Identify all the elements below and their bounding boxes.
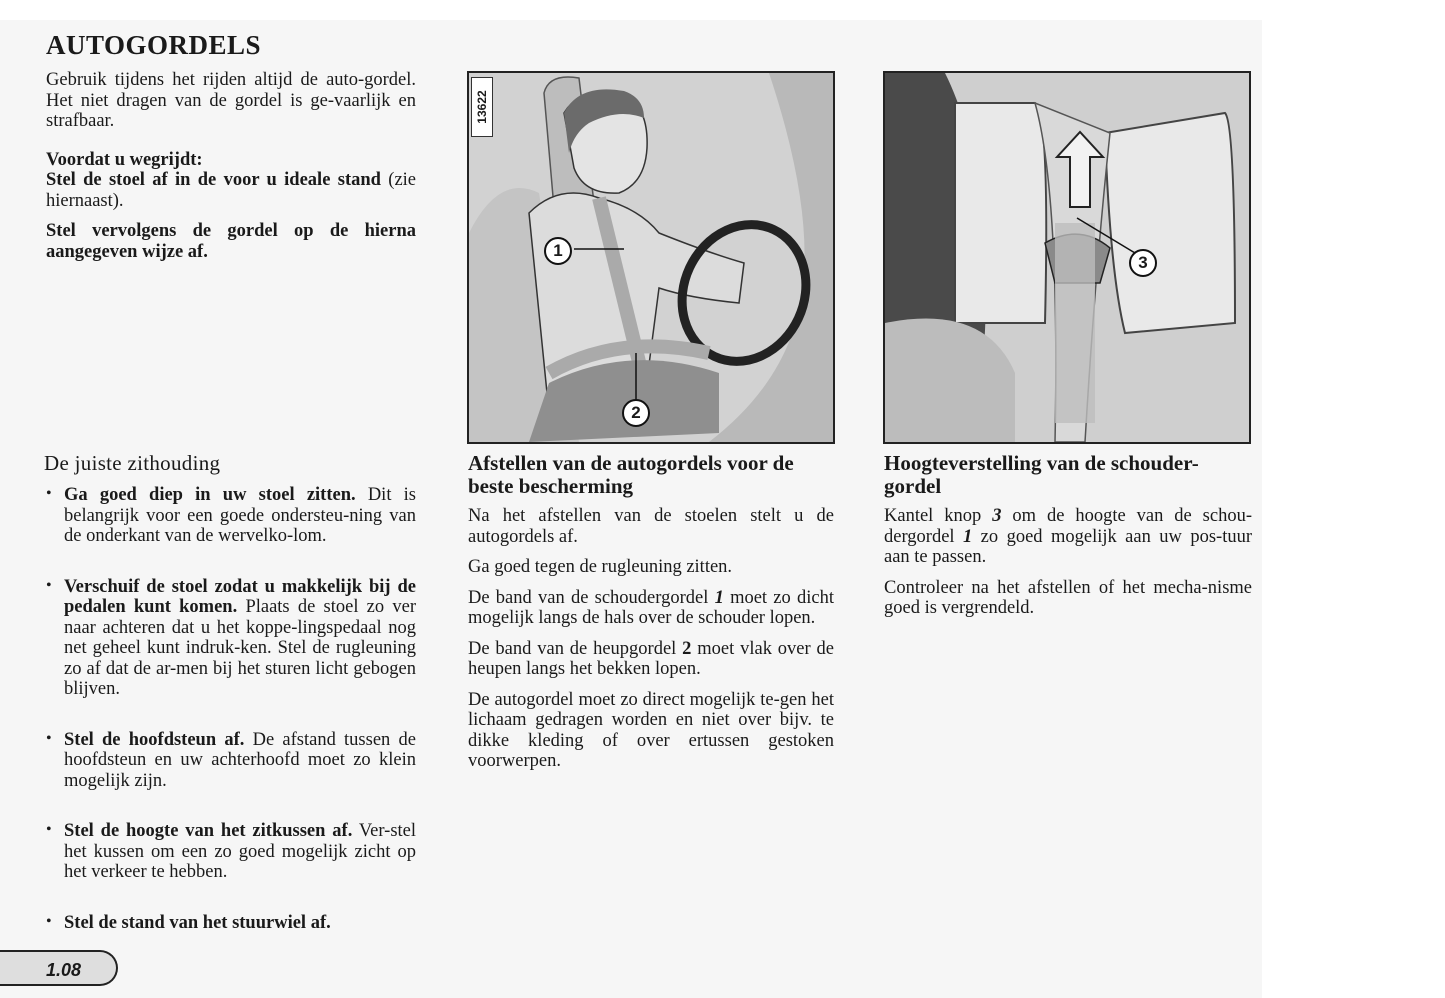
posture-item <box>46 730 416 792</box>
posture-item <box>46 485 416 547</box>
adjust-p2: Ga goed tegen de rugleuning zitten. <box>468 557 733 577</box>
figure-code-text: 13622 <box>475 90 489 124</box>
posture-item-bold: Stel de hoogte van het zitkussen af. <box>64 821 353 841</box>
adjust-p3-end: moet zo dicht mogelijk langs de hals over de schouder lopen. <box>468 587 834 628</box>
intro-text: Gebruik tijdens het rijden altijd de auto-gordel. Het niet dragen van de gordel is ge-vaarlijk en strafbaar. <box>46 70 416 131</box>
adjust-p4-end: moet vlak over de heupen langs het bekken lopen. <box>468 638 834 679</box>
posture-item-rest: Ver-stel het kussen om een zo goed mogelijk zicht op het verkeer te hebben. <box>64 821 417 882</box>
posture-item-rest: Dit is belangrijk voor een goede ondersteu-ning van de onderkant van de wervelko-lom. <box>64 485 417 546</box>
callout-2: 2 <box>622 399 650 427</box>
column-left <box>46 70 416 262</box>
posture-item <box>46 577 416 700</box>
posture-item-text <box>64 577 416 700</box>
column-middle <box>468 452 834 772</box>
adjust-p4-start: De band van de heupgordel <box>468 638 683 659</box>
posture-item-text <box>64 913 416 934</box>
adjust-p5: De autogordel moet zo direct mogelijk te-gen het lichaam gedragen worden en niet over bijv. te dikke kleding of over ertussen gestoken voorwerpen. <box>468 689 834 771</box>
height-p1-start: Kantel knop <box>884 506 993 526</box>
bullet-dot: • <box>46 821 52 838</box>
posture-item-bold: Stel de stand van het stuurwiel af. <box>64 912 331 933</box>
height-p1 <box>884 506 1252 568</box>
before-heading: Voordat u wegrijdt: <box>46 149 203 170</box>
bullet-dot: • <box>46 485 52 502</box>
adjuster-illustration <box>885 73 1249 442</box>
posture-item <box>46 821 416 883</box>
bullet-dot: • <box>46 912 52 930</box>
posture-item-text <box>64 821 416 883</box>
height-p1-number2: 1 <box>963 526 973 547</box>
adjust-p3 <box>468 588 834 629</box>
adjust-heading: Afstellen van de autogordels voor de beste bescherming <box>468 451 794 498</box>
posture-item-text <box>64 730 416 792</box>
adjust-p3-number: 1 <box>714 587 724 608</box>
adjust-p4 <box>468 639 834 680</box>
figure-belt-height-adjuster <box>883 71 1251 444</box>
height-p2: Controleer na het afstellen of het mecha-nisme goed is vergrendeld. <box>884 577 1252 618</box>
posture-item-text <box>64 485 416 547</box>
step-belt: Stel vervolgens de gordel op de hierna aangegeven wijze af. <box>46 221 416 262</box>
height-heading: Hoogteverstelling van de schouder-gordel <box>884 451 1199 498</box>
bullet-dot: • <box>46 576 52 594</box>
step-seat-rest: (zie hiernaast). <box>46 170 417 211</box>
figure-code-label <box>471 77 493 137</box>
page-title: AUTOGORDELS <box>46 30 262 60</box>
posture-item <box>46 913 416 934</box>
callout-3: 3 <box>1129 249 1157 277</box>
step-seat <box>46 170 416 211</box>
height-p1-end: zo goed mogelijk aan uw pos-tuur aan te passen. <box>884 526 1252 567</box>
adjust-p3-start: De band van de schoudergordel <box>468 587 715 608</box>
bullet-dot: • <box>46 729 52 747</box>
height-p1-middle: om de hoogte van de schou-dergordel <box>884 506 1252 547</box>
adjust-p1: Na het afstellen van de stoelen stelt u de autogordels af. <box>468 506 834 547</box>
posture-item-rest: Plaats de stoel zo ver naar achteren dat u het koppe-lingspedaal nog net geheel kunt indruk-ken. Stel de rugleuning zo af dat de ar-men bij het sturen licht gebogen blijven. <box>64 597 416 699</box>
page-number-tab: 1.08 <box>0 950 118 986</box>
posture-item-bold: Stel de hoofdsteun af. <box>64 729 245 750</box>
figure-driver-seatbelt <box>467 71 835 444</box>
posture-heading: De juiste zithouding <box>44 451 221 475</box>
step-seat-bold: Stel de stoel af in de voor u ideale stand <box>46 170 381 190</box>
posture-item-rest: De afstand tussen de hoofdsteun en uw achterhoofd moet zo klein mogelijk zijn. <box>64 729 416 791</box>
posture-item-bold: Ga goed diep in uw stoel zitten. <box>64 485 356 505</box>
column-right <box>884 452 1252 619</box>
posture-section <box>46 452 416 933</box>
callout-1: 1 <box>544 237 572 265</box>
height-p1-number: 3 <box>992 506 1002 526</box>
driver-illustration <box>469 73 833 442</box>
posture-item-bold: Verschuif de stoel zodat u makkelijk bij de pedalen kunt komen. <box>64 576 416 617</box>
adjust-p4-number: 2 <box>682 638 692 659</box>
